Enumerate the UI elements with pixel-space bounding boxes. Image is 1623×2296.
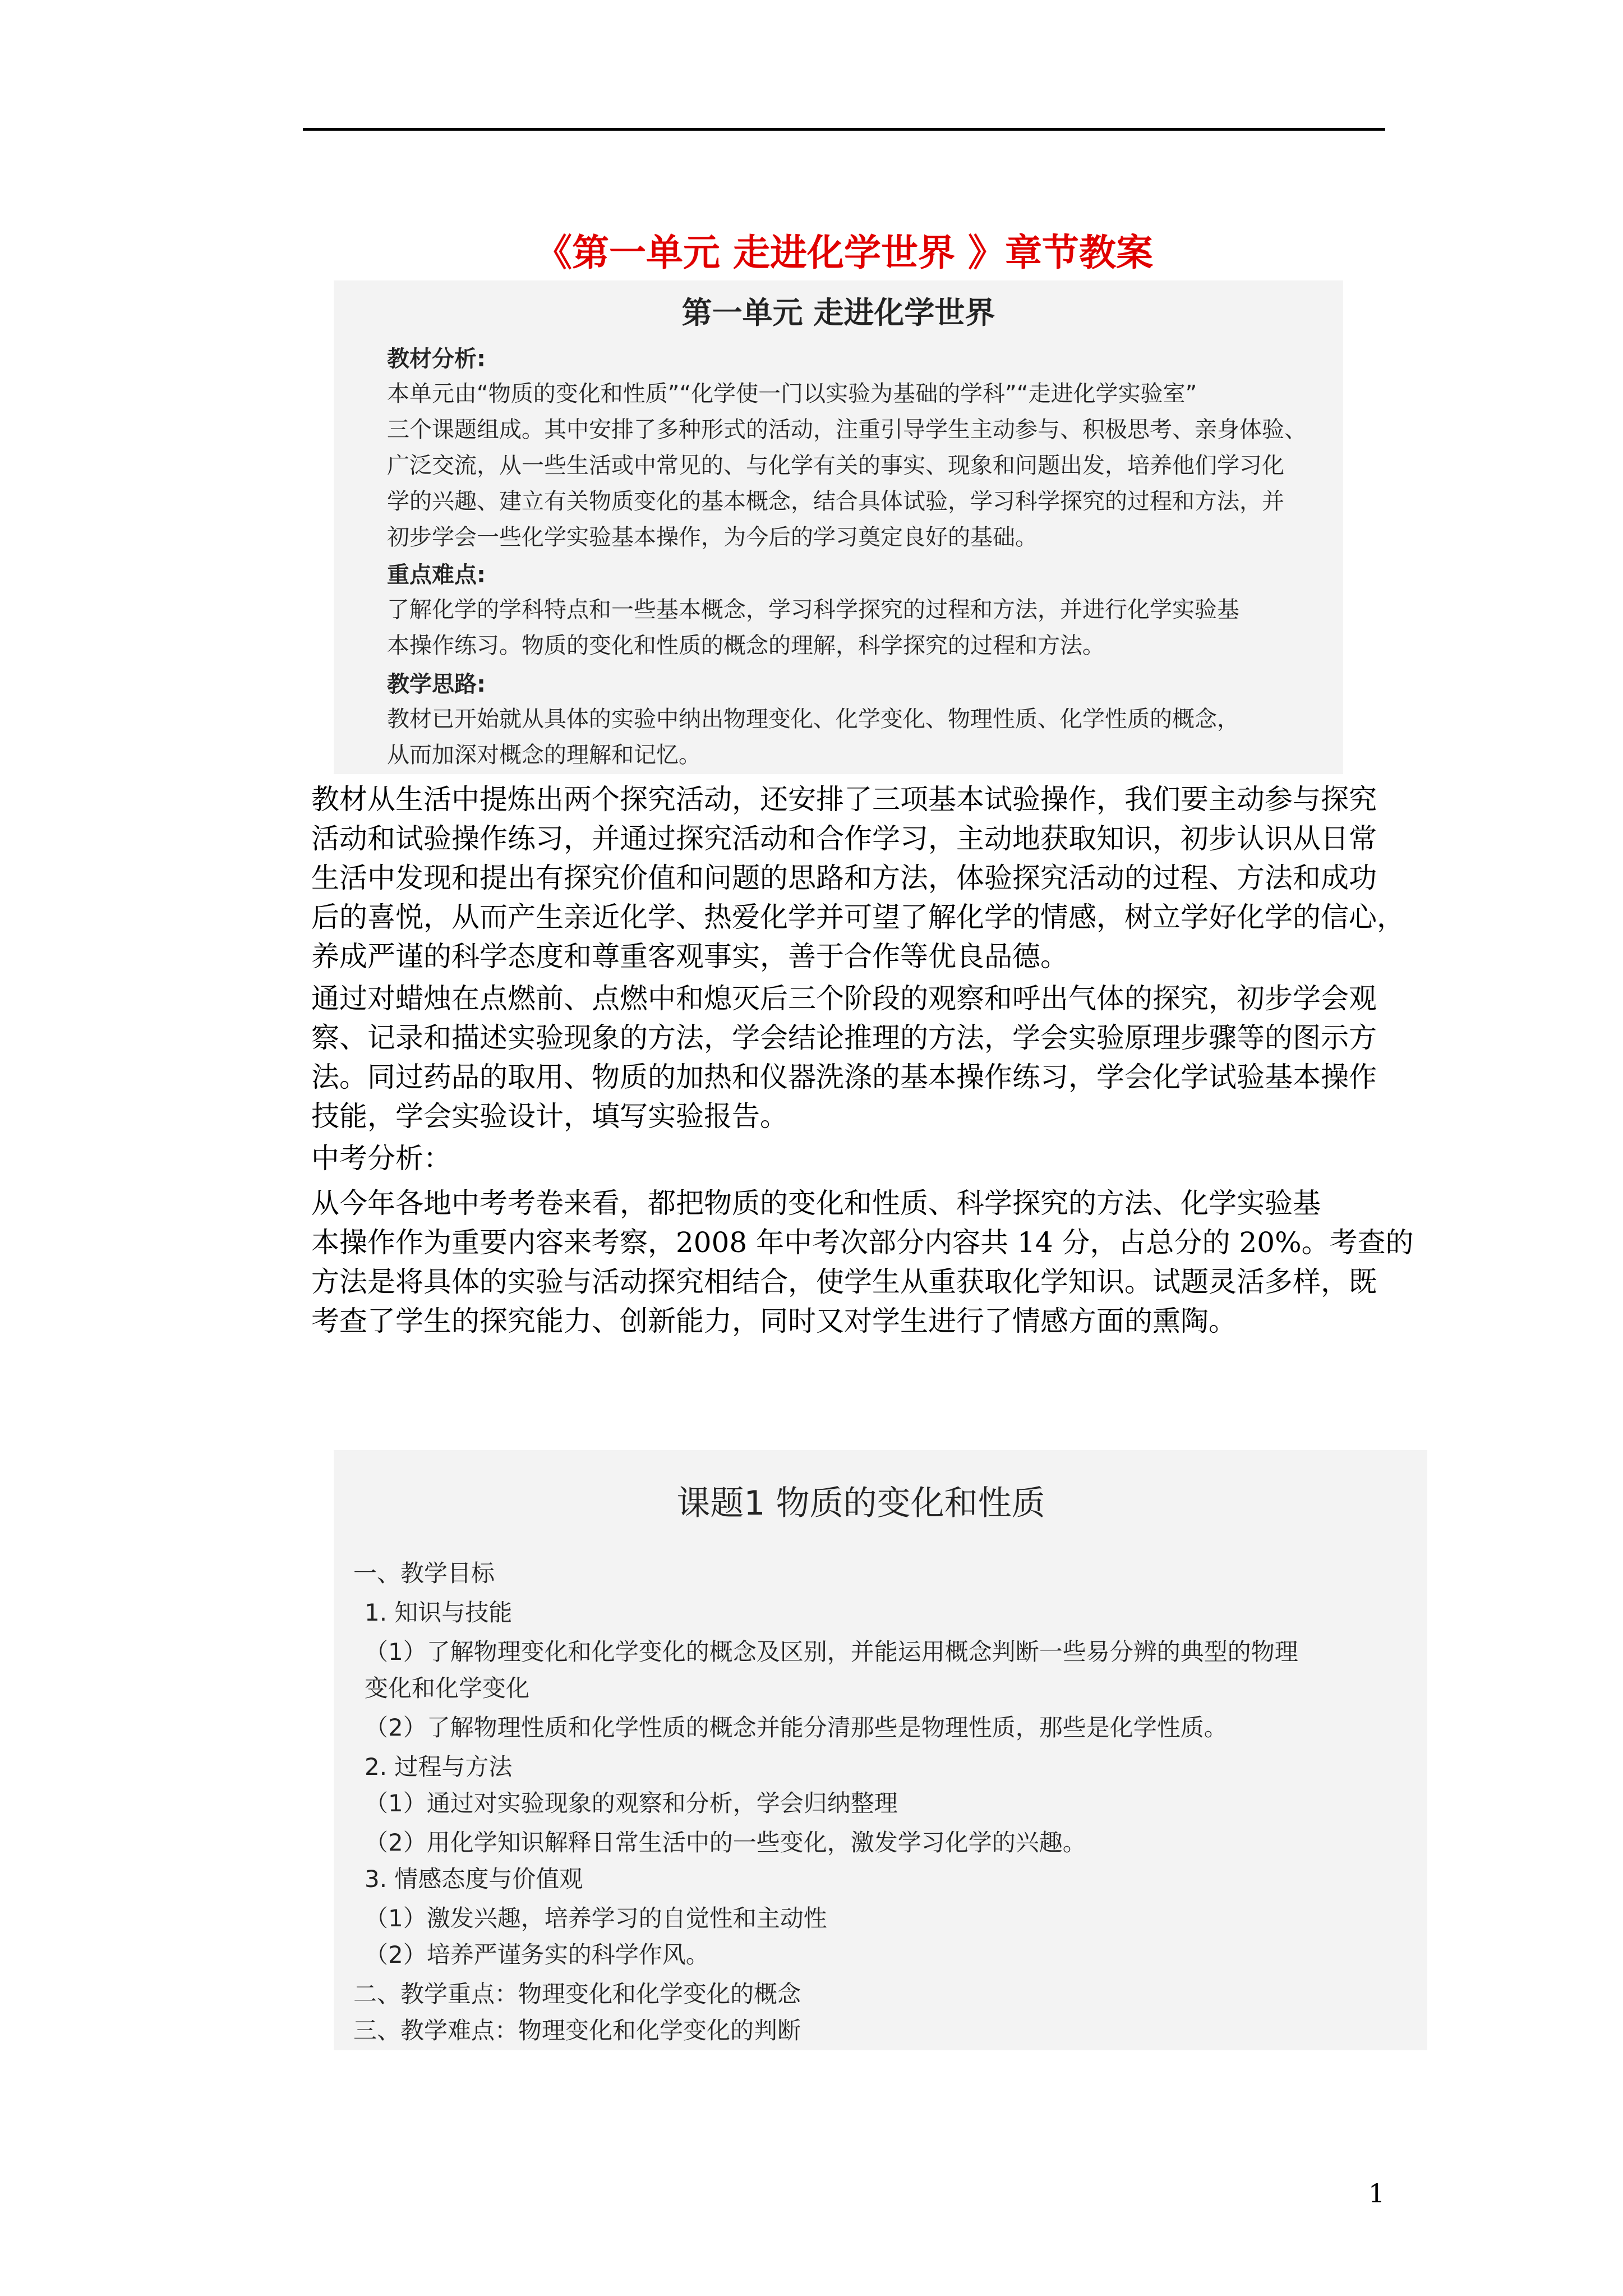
text-line: 生活中发现和提出有探究价值和问题的思路和方法，体验探究活动的过程、方法和成功 [311,862,1377,894]
outline-line: （2）了解物理性质和化学性质的概念并能分清那些是物理性质，那些是化学性质。 [365,1714,1228,1741]
text-line: 三个课题组成。其中安排了多种形式的活动，注重引导学生主动参与、积极思考、亲身体验、 [387,417,1307,443]
body-paragraph-2 [311,979,1382,1136]
text-line: 初步学会一些化学实验基本操作，为今后的学习奠定良好的基础。 [387,524,1038,550]
exam-analysis-heading: 中考分析： [311,1142,451,1175]
teaching-idea-text [387,701,1318,773]
text-line: 通过对蜡烛在点燃前、点燃中和熄灭后三个阶段的观察和呼出气体的探究，初步学会观 [311,982,1377,1015]
text-line: 养成严谨的科学态度和尊重客观事实，善于合作等优良品德。 [311,940,1068,973]
unit-title: 第一单元 走进化学世界 [681,295,995,330]
outline-line: 一、教学目标 [353,1559,495,1587]
outline-line: （1）了解物理变化和化学变化的概念及区别，并能运用概念判断一些易分辨的典型的物理 [365,1638,1298,1665]
outline-line: 二、教学重点：物理变化和化学变化的概念 [353,1980,801,2008]
text-line: 后的喜悦，从而产生亲近化学、热爱化学并可望了解化学的情感，树立学好化学的信心， [311,901,1405,933]
text-line: 活动和试验操作练习，并通过探究活动和合作学习，主动地获取知识，初步认识从日常 [311,822,1377,855]
outline-line: 2. 过程与方法 [365,1753,513,1780]
page-number: 1 [1368,2178,1385,2208]
text-line: 学的兴趣、建立有关物质变化的基本概念，结合具体试验，学习科学探究的过程和方法，并 [387,489,1284,514]
body-paragraph-1 [311,780,1405,976]
text-line: 从今年各地中考考卷来看，都把物质的变化和性质、科学探究的方法、化学实验基 [311,1187,1321,1220]
outline-line: 三、教学难点：物理变化和化学变化的判断 [353,2017,801,2044]
text-line: 技能，学会实验设计，填写实验报告。 [311,1100,788,1133]
text-line: 教材已开始就从具体的实验中纳出物理变化、化学变化、物理性质、化学性质的概念， [387,706,1239,732]
document-title: 《第一单元 走进化学世界 》章节教案 [535,231,1153,274]
scanned-lesson-objectives [334,1450,1427,2050]
outline-line: （1）通过对实验现象的观察和分析，学会归纳整理 [365,1789,898,1817]
analysis-heading: 教材分析: [387,346,486,372]
lesson-title: 课题1 物质的变化和性质 [676,1484,1045,1523]
outline-line: （2）用化学知识解释日常生活中的一些变化，激发学习化学的兴趣。 [365,1829,1086,1856]
text-line: 本操作作为重要内容来考察，2008 年中考次部分内容共 14 分，占总分的 20%。考查的 [311,1226,1414,1259]
text-line: 考查了学生的探究能力、创新能力，同时又对学生进行了情感方面的熏陶。 [311,1305,1237,1337]
text-line: 了解化学的学科特点和一些基本概念，学习科学探究的过程和方法，并进行化学实验基 [387,597,1239,623]
text-line: 从而加深对概念的理解和记忆。 [387,742,701,768]
analysis-text [387,376,1318,555]
key-difficulty-text [387,592,1318,664]
outline-line: 3. 情感态度与价值观 [365,1865,583,1893]
header-rule [303,128,1385,131]
outline-line: 1. 知识与技能 [365,1599,513,1626]
outline-line: （1）激发兴趣，培养学习的自觉性和主动性 [365,1904,827,1932]
body-paragraph-3 [311,1184,1414,1341]
outline-line: （2）培养严谨务实的科学作风。 [365,1941,709,1968]
key-difficulty-heading: 重点难点: [387,562,486,588]
text-line: 本操作练习。物质的变化和性质的概念的理解，科学探究的过程和方法。 [387,633,1105,659]
text-line: 教材从生活中提炼出两个探究活动，还安排了三项基本试验操作，我们要主动参与探究 [311,783,1377,816]
text-line: 广泛交流，从一些生活或中常见的、与化学有关的事实、现象和问题出发，培养他们学习化 [387,453,1284,478]
scanned-unit-overview [334,280,1343,774]
text-line: 方法是将具体的实验与活动探究相结合，使学生从重获取化学知识。试题灵活多样，既 [311,1266,1377,1298]
teaching-idea-heading: 教学思路: [387,671,486,697]
outline-line: 变化和化学变化 [365,1674,530,1702]
text-line: 察、记录和描述实验现象的方法，学会结论推理的方法，学会实验原理步骤等的图示方 [311,1022,1377,1054]
text-line: 法。同过药品的取用、物质的加热和仪器洗涤的基本操作练习，学会化学试验基本操作 [311,1061,1377,1093]
text-line: 本单元由“物质的变化和性质”“化学使一门以实验为基础的学科”“走进化学实验室” [387,381,1197,407]
